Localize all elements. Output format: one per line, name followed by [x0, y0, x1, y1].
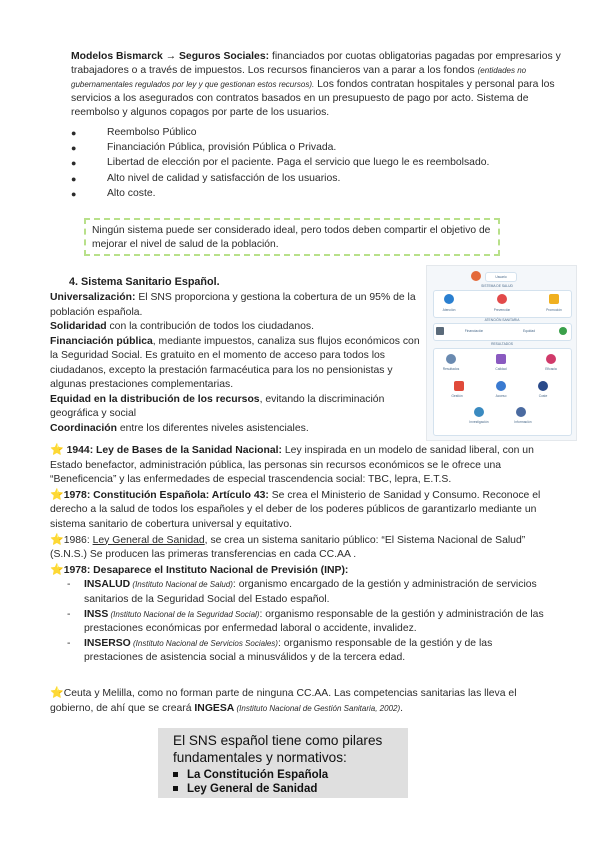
- principle-equidad: [50, 393, 422, 422]
- bismarck-italic-note: (entidades no gubernamentales regulados por ley y que gestionan estos recursos).: [71, 66, 527, 89]
- diagram-label: Coste: [538, 394, 548, 398]
- medical-icon: [546, 354, 556, 364]
- list-item: [62, 141, 562, 156]
- sub-text: : organismo responsable de la gestión y administración de las prestaciones económicas por enfermedad laboral o accidente, invalidez.: [84, 608, 544, 635]
- star-icon: ⭐: [50, 563, 64, 576]
- pillars-box: [158, 728, 408, 798]
- timeline-text: , se crea un sistema sanitario público: “El Sistema Nacional de Salud” (S.N.S.) Se producen las primeras transferencias en cada CC.AA .: [50, 534, 526, 561]
- principle-text: entre los diferentes niveles asistenciales.: [116, 422, 309, 434]
- bismarck-heading: Modelos Bismarck → Seguros Sociales:: [71, 51, 270, 62]
- principle-solidaridad: [50, 320, 422, 335]
- principles-list: [50, 291, 422, 436]
- timeline-text: Se crea el Ministerio de Sanidad y Consumo. Reconoce el derecho a la salud de todos los españoles y el deber de los poderes públicos de garantizarlo mediante un sistema sanitario de cobertura universal y equitativo.: [50, 489, 541, 530]
- people-icon: [471, 271, 481, 281]
- diagram-label: Equidad: [522, 329, 536, 333]
- list-item: [62, 126, 562, 141]
- diagram-label: Atención: [442, 308, 456, 312]
- hospital-icon: [454, 381, 464, 391]
- network-icon: [496, 381, 506, 391]
- sub-text: : organismo responsable de la gestión y de las prestaciones de asistencia social a minusválidos y de la tercera edad.: [84, 637, 493, 664]
- research-icon: [474, 407, 484, 417]
- browser-icon: [444, 294, 454, 304]
- dash-marker: -: [67, 608, 71, 620]
- principle-text: , evitando la discriminación geográfica y social: [50, 393, 385, 419]
- sns-infographic: [426, 265, 577, 441]
- sub-heading: INSS: [84, 608, 109, 620]
- bismarck-model-paragraph: [71, 50, 577, 120]
- bullet-icon: ●: [71, 128, 77, 138]
- pillar-text: La Constitución Española: [187, 769, 329, 781]
- diagram-top-box: [485, 272, 517, 282]
- principle-universalizacion: [50, 291, 422, 320]
- diagram-label: Promoción: [546, 308, 562, 312]
- ingesa-italic: (Instituto Nacional de Gestión Sanitaria, 2002): [234, 703, 401, 713]
- timeline-item-1986: [50, 533, 550, 563]
- pillar-text: Ley General de Sanidad: [187, 783, 318, 795]
- ingesa-label: INGESA: [194, 702, 235, 714]
- sub-heading: INSALUD: [84, 579, 131, 591]
- bismarck-text-2: Los fondos contratan hospitales y personal para los servicios a los asegurados con contratos basados en un presupuesto de pago por acto. Sistema de reembolso y algunos copagos por parte de los usuarios.: [71, 79, 555, 118]
- bullet-text: Reembolso Público: [107, 127, 197, 138]
- diagram-label: Información: [514, 420, 532, 424]
- timeline-heading: 1944: Ley de Bases de la Sanidad Nacional:: [63, 445, 282, 456]
- bullet-text: Libertad de elección por el paciente. Paga el servicio que luego le es reembolsado.: [107, 157, 490, 169]
- pillars-heading: El SNS español tiene como pilares fundamentales y normativos:: [173, 733, 383, 765]
- ceuta-end: .: [400, 702, 404, 714]
- diagram-label: Acceso: [495, 394, 507, 398]
- heart-icon: [497, 294, 507, 304]
- sub-heading: INSERSO: [84, 637, 131, 649]
- principle-coordinacion: [50, 422, 422, 437]
- diagram-header: ATENCIÓN SANITARIA: [484, 318, 520, 322]
- bullet-icon: ●: [71, 158, 77, 169]
- principle-label: Coordinación: [50, 422, 117, 434]
- timeline-text: Ley inspirada en un modelo de sanidad liberal, con un Estado benefactor, administración pública, las personas sin recursos económicos se le ofrece una “Beneficencia” y las enfermedades de especial trascendencia social: TBC, lepra, E.T.S.: [50, 445, 534, 486]
- diagram-label: Investigación: [469, 420, 489, 424]
- diagram-label: Eficacia: [545, 367, 557, 371]
- star-icon: ⭐: [50, 533, 64, 546]
- bismarck-bullet-list: [62, 126, 562, 202]
- euro-icon: [538, 381, 548, 391]
- bismarck-text-1: financiados por cuotas obligatorias pagadas por empresarios y trabajadores o a través de impuestos. Los recursos financieros van a parar a los fondos: [71, 51, 561, 76]
- sub-item-inss: [50, 608, 550, 637]
- list-item: [62, 187, 562, 202]
- list-item: [62, 156, 562, 171]
- list-item: [62, 172, 562, 187]
- section-title: 4. Sistema Sanitario Español.: [69, 276, 220, 288]
- callout-text: Ningún sistema puede ser considerado ideal, pero todos deben compartir el objetivo de mejorar el nivel de salud de la población.: [92, 225, 491, 250]
- info-icon: [516, 407, 526, 417]
- bullet-text: Alto nivel de calidad y satisfacción de los usuarios.: [107, 172, 341, 184]
- principle-label: Equidad en la distribución de los recursos: [50, 393, 260, 405]
- list-item: [173, 768, 408, 782]
- timeline-heading: 1978: Desaparece el Instituto Nacional de Previsión (INP):: [63, 564, 349, 576]
- diagram-label: Calidad: [495, 367, 507, 371]
- scales-icon: [436, 327, 444, 335]
- runner-icon: [559, 327, 567, 335]
- document-icon: [496, 354, 506, 364]
- diagram-label: Financiación: [464, 329, 484, 333]
- star-icon: ⭐: [50, 488, 64, 501]
- star-icon: ⭐: [50, 444, 64, 456]
- dash-marker: -: [67, 579, 71, 591]
- diagram-row-2: [433, 323, 572, 341]
- principle-label: Universalización:: [50, 292, 136, 303]
- timeline-item-1978-constitucion: [50, 488, 550, 533]
- sub-item-insalud: [50, 578, 550, 607]
- principle-label: Solidaridad: [50, 321, 107, 332]
- principle-label: Financiación pública: [50, 335, 153, 347]
- diagram-label: Resultados: [442, 367, 460, 371]
- bullet-icon: ●: [71, 143, 77, 154]
- bullet-icon: ●: [71, 173, 77, 184]
- diagram-header: SISTEMA DE SALUD: [481, 284, 513, 288]
- timeline-item-1978-inp: [50, 563, 550, 579]
- sub-italic: (Instituto Nacional de la Seguridad Social): [108, 609, 260, 619]
- ideal-system-callout: [84, 218, 500, 256]
- diagram-header: RESULTADOS: [491, 342, 513, 346]
- ceuta-text: Ceuta y Melilla, como no forman parte de ninguna CC.AA. Las competencias sanitarias las lleva el gobierno, de ahí que se creará: [50, 688, 517, 714]
- diagram-label: Usuario: [495, 275, 507, 279]
- sub-item-inserso: [50, 637, 550, 666]
- sub-italic: (Instituto Nacional de Salud): [130, 580, 233, 590]
- bullet-text: Alto coste.: [107, 187, 156, 199]
- sub-italic: (Instituto Nacional de Servicios Sociales): [130, 638, 278, 648]
- history-timeline: [50, 443, 550, 666]
- ley-general-link-text: Ley General de Sanidad: [92, 534, 205, 546]
- pillars-list: [173, 768, 408, 796]
- square-bullet-icon: [173, 772, 178, 777]
- principle-text: con la contribución de todos los ciudadanos.: [106, 321, 314, 332]
- diagram-label: Prevención: [493, 308, 511, 312]
- square-bullet-icon: [173, 786, 178, 791]
- diagram-row-3: [433, 348, 572, 436]
- pill-icon: [446, 354, 456, 364]
- bullet-icon: ●: [71, 188, 77, 199]
- diagram-row-1: [433, 290, 572, 318]
- principle-financiacion: [50, 335, 422, 393]
- list-item: [173, 782, 408, 796]
- card-icon: [549, 294, 559, 304]
- sub-text: : organismo encargado de la gestión y administración de servicios sanitarios de la Seguridad Social del Estado español.: [84, 579, 537, 605]
- timeline-year: 1986:: [63, 534, 93, 546]
- bullet-text: Financiación Pública, provisión Pública o Privada.: [107, 142, 337, 154]
- diagram-label: Gestión: [451, 394, 463, 398]
- ceuta-melilla-note: [50, 686, 560, 717]
- star-icon: ⭐: [50, 687, 64, 699]
- timeline-item-1944: [50, 443, 550, 488]
- principle-text: El SNS proporciona y gestiona la cobertura de un 95% de la población española.: [50, 292, 416, 318]
- dash-marker: -: [67, 637, 71, 649]
- principle-text: , mediante impuestos, canaliza sus flujos económicos con la Seguridad Social. Es gratuito en el momento de acceso para todos los ciudadanos, excepto la prestación farmacéutica para los no pensionistas y algunas prestaciones complementarias.: [50, 335, 420, 390]
- timeline-heading: 1978: Constitución Española: Artículo 43:: [63, 489, 269, 501]
